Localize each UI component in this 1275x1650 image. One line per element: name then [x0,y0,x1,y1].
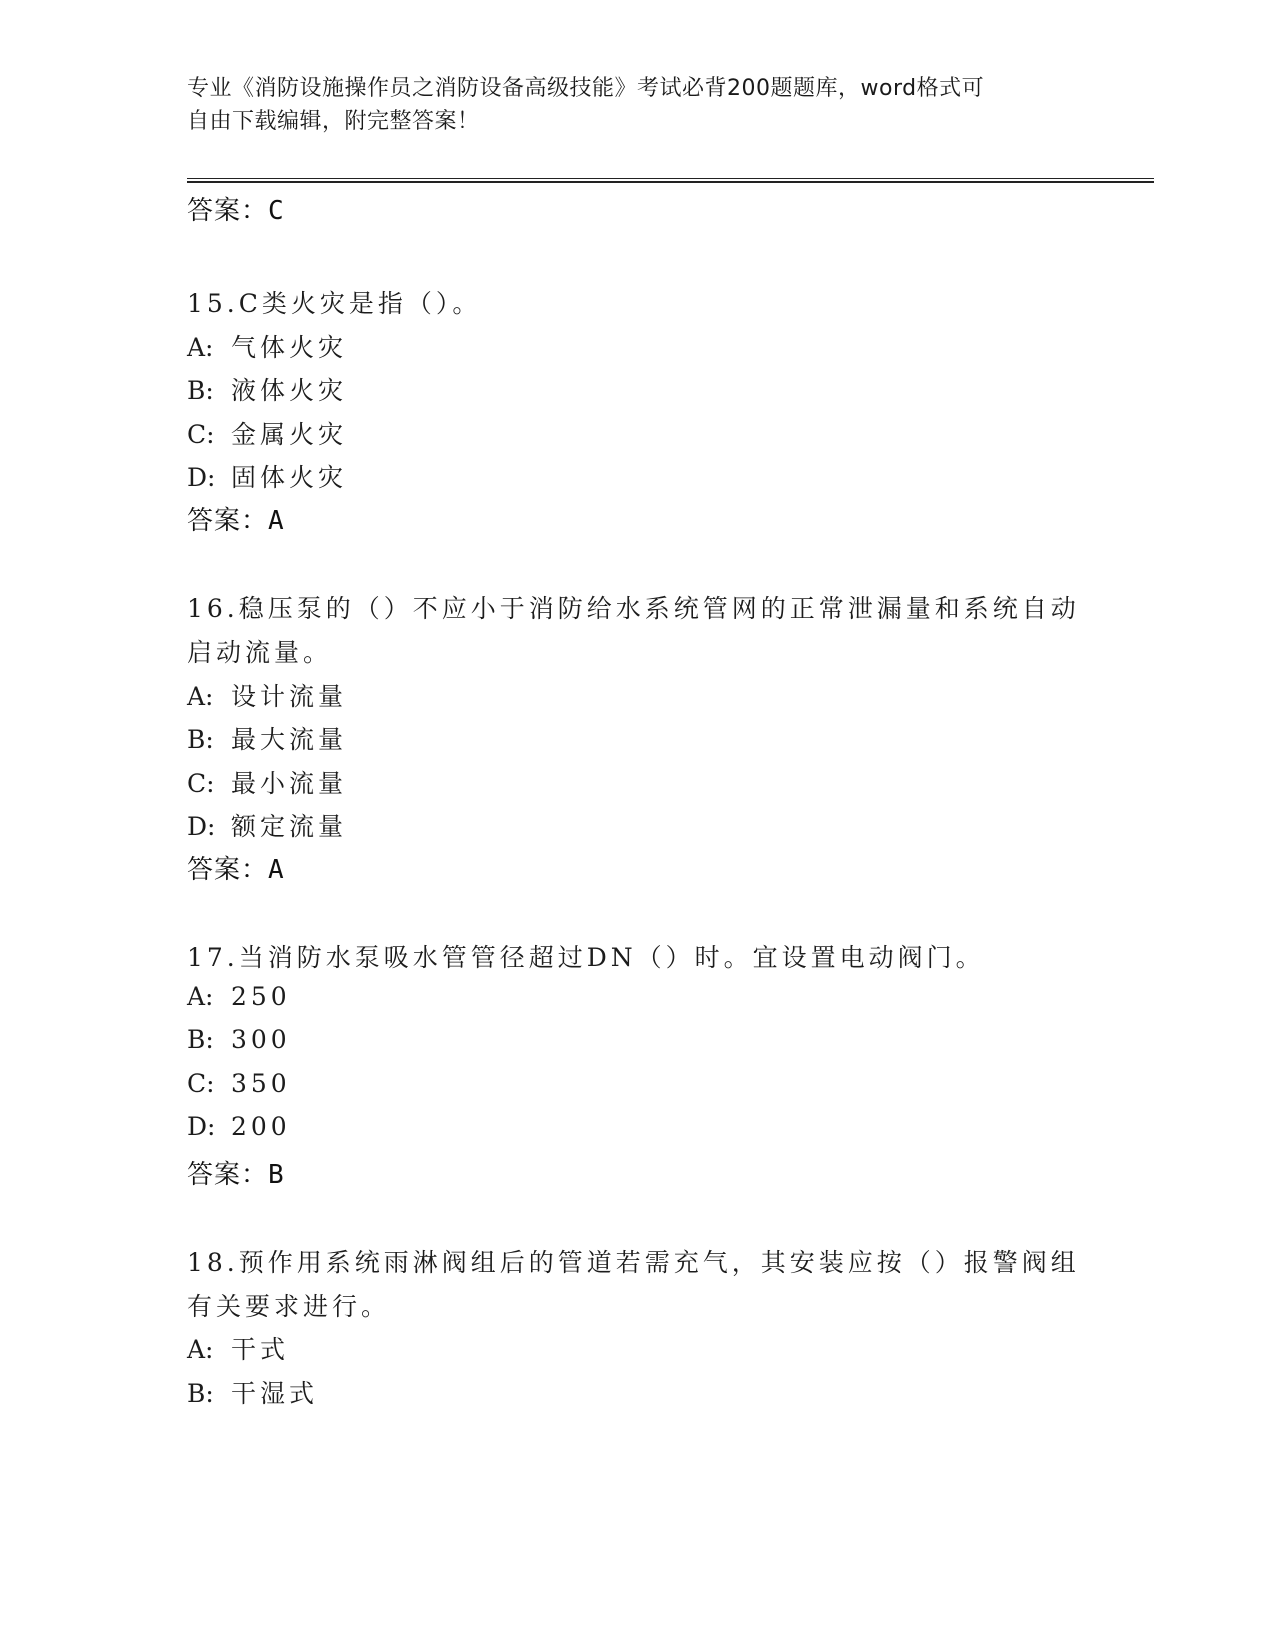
option-text: 额定流量 [231,812,348,841]
option-b [187,720,347,756]
question-stem-continued: 有关要求进行。 [187,1292,391,1321]
option-label: C: [187,420,215,449]
option-a [187,982,291,1011]
option-label: D: [187,812,216,841]
option-c [187,1069,291,1098]
question-stem: 17.当消防水泵吸水管管径超过DN（）时。宜设置电动阀门。 [187,943,985,972]
option-text: 干式 [231,1335,290,1364]
option-label: A: [187,333,214,362]
option-text: 300 [231,1025,291,1054]
option-label: B: [187,1379,214,1408]
option-b [187,371,347,407]
answer-label: 答案： [187,1160,269,1190]
answer-value: B [268,1160,285,1190]
option-text: 350 [231,1069,291,1098]
answer-value: C [268,196,285,226]
option-label: C: [187,769,215,798]
option-label: C: [187,1069,215,1098]
answer-line [187,500,285,537]
question-stem: 18.预作用系统雨淋阀组后的管道若需充气，其安装应按（）报警阀组 [187,1248,1080,1277]
question-stem-continued: 启动流量。 [187,638,333,667]
option-a [187,328,347,364]
header-line-1: 专业《消防设施操作员之消防设备高级技能》考试必背200题题库，word格式可 [187,76,985,101]
option-text: 200 [231,1112,291,1141]
option-b [187,1374,318,1410]
option-text: 液体火灾 [231,376,348,405]
option-text: 金属火灾 [231,420,348,449]
option-d [187,807,347,843]
document-header [187,72,1067,138]
option-a [187,677,347,713]
option-label: A: [187,1335,214,1364]
option-label: D: [187,1112,216,1141]
answer-line [187,190,285,227]
option-label: B: [187,725,214,754]
answer-value: A [268,506,285,536]
option-text: 最大流量 [231,725,348,754]
answer-label: 答案： [187,196,269,226]
option-text: 最小流量 [231,769,348,798]
option-b [187,1025,291,1054]
option-text: 气体火灾 [231,333,348,362]
option-label: A: [187,682,214,711]
option-text: 250 [231,982,291,1011]
option-d [187,1112,291,1141]
option-c [187,764,347,800]
option-text: 固体火灾 [231,463,348,492]
option-label: D: [187,463,216,492]
answer-line [187,1154,285,1191]
header-divider [187,178,1154,183]
header-line-2: 自由下载编辑，附完整答案！ [187,109,480,134]
option-label: A: [187,982,214,1011]
option-label: B: [187,376,214,405]
answer-label: 答案： [187,506,269,536]
question-stem: 15.C类火灾是指（）。 [187,289,482,318]
option-a [187,1330,289,1366]
answer-label: 答案： [187,855,269,885]
option-text: 设计流量 [231,682,348,711]
answer-value: A [268,855,285,885]
answer-line [187,849,285,886]
option-label: B: [187,1025,214,1054]
option-d [187,458,347,494]
option-c [187,415,347,451]
option-text: 干湿式 [231,1379,319,1408]
question-stem: 16.稳压泵的（）不应小于消防给水系统管网的正常泄漏量和系统自动 [187,594,1080,623]
